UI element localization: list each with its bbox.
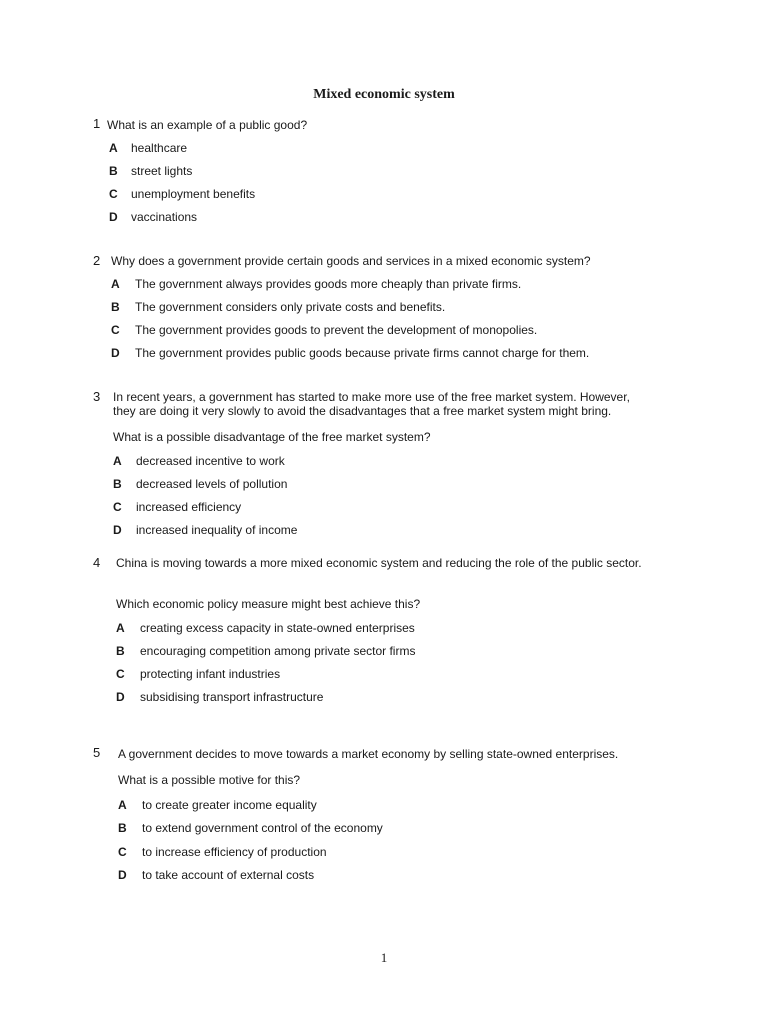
option-letter: A bbox=[111, 277, 120, 291]
option-d bbox=[113, 522, 653, 538]
question-number: 4 bbox=[93, 555, 101, 570]
option-text: unemployment benefits bbox=[131, 187, 256, 201]
option-text: to take account of external costs bbox=[142, 868, 315, 882]
option-text: to create greater income equality bbox=[142, 798, 317, 812]
option-letter: D bbox=[113, 523, 122, 537]
question-text: China is moving towards a more mixed economic system and reducing the role of the public sector. bbox=[116, 556, 642, 570]
option-text: increased inequality of income bbox=[136, 523, 298, 537]
option-text: creating excess capacity in state-owned enterprises bbox=[140, 621, 415, 635]
option-a bbox=[109, 140, 629, 156]
option-b bbox=[111, 299, 671, 315]
option-d bbox=[116, 689, 651, 705]
option-letter: D bbox=[109, 210, 118, 224]
option-text: protecting infant industries bbox=[140, 667, 281, 681]
option-text: street lights bbox=[131, 164, 193, 178]
option-c bbox=[111, 322, 671, 338]
option-text: The government always provides goods more cheaply than private firms. bbox=[135, 277, 522, 291]
option-text: The government provides public goods because private firms cannot charge for them. bbox=[135, 346, 590, 360]
option-b bbox=[109, 163, 629, 179]
option-letter: A bbox=[113, 454, 122, 468]
option-c bbox=[109, 186, 629, 202]
option-text: to extend government control of the economy bbox=[142, 821, 383, 835]
option-text: decreased incentive to work bbox=[136, 454, 285, 468]
option-a bbox=[118, 797, 658, 813]
option-a bbox=[111, 276, 671, 292]
option-text: to increase efficiency of production bbox=[142, 845, 327, 859]
question-text: Why does a government provide certain goods and services in a mixed economic system? bbox=[111, 254, 591, 268]
option-d bbox=[118, 867, 658, 883]
question-stem: Which economic policy measure might best achieve this? bbox=[116, 597, 421, 611]
option-a bbox=[113, 453, 653, 469]
question-number: 1 bbox=[93, 116, 101, 131]
option-b bbox=[118, 820, 658, 836]
question-stem: What is a possible motive for this? bbox=[118, 773, 301, 787]
question-number: 3 bbox=[93, 389, 101, 404]
option-text: vaccinations bbox=[131, 210, 198, 224]
question-stem: What is a possible disadvantage of the free market system? bbox=[113, 430, 431, 444]
option-letter: D bbox=[116, 690, 125, 704]
option-c bbox=[116, 666, 651, 682]
option-letter: B bbox=[109, 164, 118, 178]
page-number: 1 bbox=[380, 950, 388, 965]
option-letter: C bbox=[111, 323, 120, 337]
option-text: The government provides goods to prevent the development of monopolies. bbox=[135, 323, 538, 337]
option-letter: C bbox=[116, 667, 125, 681]
option-c bbox=[118, 844, 658, 860]
option-letter: A bbox=[116, 621, 125, 635]
option-letter: B bbox=[111, 300, 120, 314]
document-title: Mixed economic system bbox=[313, 87, 455, 102]
option-d bbox=[109, 209, 629, 225]
option-b bbox=[113, 476, 653, 492]
option-letter: D bbox=[111, 346, 120, 360]
option-text: encouraging competition among private sector firms bbox=[140, 644, 416, 658]
option-text: The government considers only private costs and benefits. bbox=[135, 300, 446, 314]
option-letter: C bbox=[109, 187, 118, 201]
option-letter: A bbox=[109, 141, 118, 155]
option-text: increased efficiency bbox=[136, 500, 242, 514]
question-text: What is an example of a public good? bbox=[107, 118, 308, 132]
question-text: In recent years, a government has started to make more use of the free market system. However, they are doing it very slowly to avoid the disadvantages that a free market system might bring. bbox=[113, 390, 630, 418]
question-number: 5 bbox=[93, 745, 101, 760]
option-letter: D bbox=[118, 868, 127, 882]
option-letter: B bbox=[118, 821, 127, 835]
option-letter: C bbox=[113, 500, 122, 514]
option-c bbox=[113, 499, 653, 515]
question-text: A government decides to move towards a market economy by selling state-owned enterprises. bbox=[118, 747, 619, 761]
option-letter: B bbox=[116, 644, 125, 658]
option-d bbox=[111, 345, 671, 361]
option-letter: A bbox=[118, 798, 127, 812]
option-a bbox=[116, 620, 651, 636]
option-text: healthcare bbox=[131, 141, 188, 155]
option-letter: B bbox=[113, 477, 122, 491]
option-b bbox=[116, 643, 651, 659]
option-letter: C bbox=[118, 845, 127, 859]
option-text: decreased levels of pollution bbox=[136, 477, 288, 491]
question-number: 2 bbox=[93, 253, 101, 268]
option-text: subsidising transport infrastructure bbox=[140, 690, 324, 704]
